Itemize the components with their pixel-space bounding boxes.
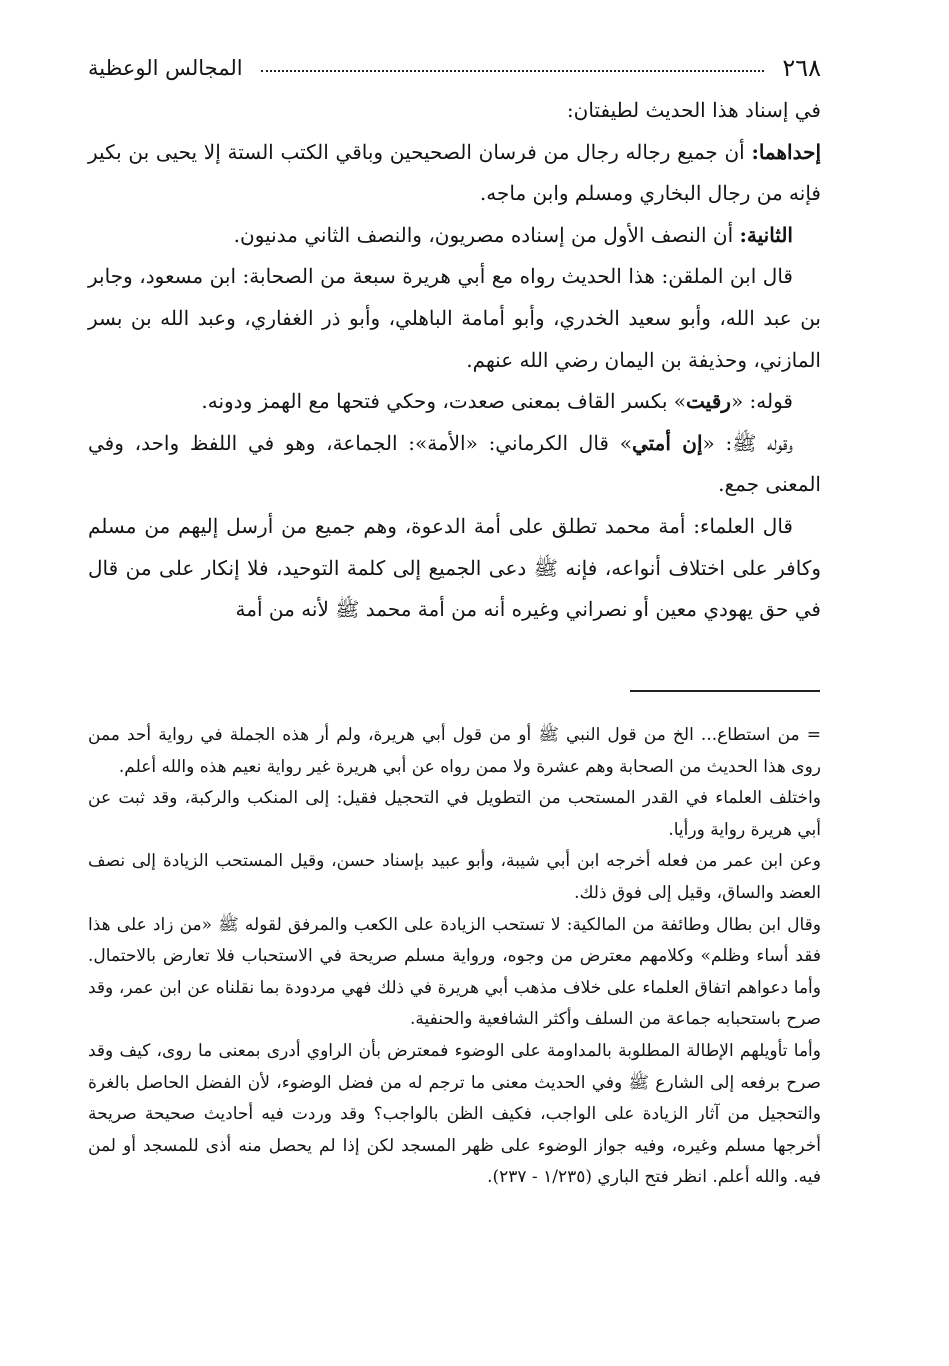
- footnote-3: وعن ابن عمر من فعله أخرجه ابن أبي شيبة، وأبو عبيد بإسناد حسن، وقيل المستحب الزيادة إلى نصف العضد والساق، وقيل إلى فوق ذلك.: [88, 851, 821, 903]
- paragraph-first-point: [88, 132, 821, 215]
- paragraph-scholars: قال العلماء: أمة محمد تطلق على أمة الدعوة، وهم جميع من أرسل إليهم من مسلم وكافر على اختلاف أنواعه، فإنه ﷺ دعى الجميع إلى كلمة التوحيد، فلا إنكار على من قال في حق يهودي معين أو نصراني وغيره أنه من أمة محمد ﷺ لأنه من أمة: [88, 513, 821, 622]
- paragraph-ummati: [88, 423, 821, 506]
- footnote-separator: [630, 690, 820, 692]
- ruqitu-a: قوله: «: [730, 389, 793, 414]
- footnote-5: وأما تأويلهم الإطالة المطلوبة بالمداومة على الوضوء فمعترض بأن الراوي أدرى بمعنى ما روى، كيف وقد صرح برفعه إلى الشارع ﷺ وفي الحديث معنى ما ترجم له من فضل الوضوء، لأن الفضل الحاصل بالغرة والتحجيل من آثار الزيادة على الواجب، فكيف الظن بالواجب؟ وقد وردت فيه أحاديث صحيحة صريحة أخرجها مسلم وغيره، وفيه جواز الوضوء على ظهر المسجد لكن إذا لم يحصل منه أذى للمسجد أو لمن فيه. والله أعلم. انظر فتح الباري (١/٢٣٥ - ٢٣٧).: [88, 1040, 821, 1188]
- text-second: أن النصف الأول من إسناده مصريون، والنصف الثاني مدنيون.: [233, 222, 740, 247]
- ruqitu-b: » بكسر القاف بمعنى صعدت، وحكي فتحها مع الهمز ودونه.: [201, 389, 687, 414]
- footnote-4: وقال ابن بطال وطائفة من المالكية: لا تستحب الزيادة على الكعب والمرفق لقوله ﷺ «من زاد على هذا فقد أساء وظلم» وكلامهم معترض من وجوه، ورواية مسلم صريحة في الاستحباب فلا تعارض بالاحتمال. وأما دعواهم اتفاق العلماء على خلاف مذهب أبي هريرة في ذلك فهي مردودة بما نقلناه عن ابن عمر، وقد صرح باستحبابه جماعة من السلف وأكثر الشافعية والحنفية.: [88, 914, 821, 1030]
- paragraph-second-point: [88, 215, 821, 257]
- ummati-a: وقوله ﷺ: «: [702, 430, 793, 455]
- page-number: ٢٦٨: [782, 54, 821, 82]
- main-text: [88, 90, 821, 631]
- ummati-b: » قال الكرماني: «الأمة»: الجماعة، وهو في اللفظ واحد، وفي المعنى جمع.: [88, 430, 821, 497]
- paragraph-intro: في إسناد هذا الحديث لطيفتان:: [566, 98, 821, 122]
- ruqitu-word: رقيت: [686, 389, 731, 414]
- footnote-1: = من استطاع... الخ من قول النبي ﷺ أو من قول أبي هريرة، ولم أر هذه الجملة في رواية أحد ممن روى هذا الحديث من الصحابة وهم عشرة ولا ممن رواه عن أبي هريرة غير رواية نعيم هذه والله أعلم.: [88, 725, 821, 777]
- footnotes: [88, 720, 821, 1194]
- footnote-2: واختلف العلماء في القدر المستحب من التطويل في التحجيل فقيل: إلى المنكب والركبة، وقد ثبت عن أبي هريرة رواية ورأيا.: [88, 788, 821, 840]
- label-first: إحداهما:: [751, 139, 821, 164]
- page-header: [88, 50, 821, 86]
- running-title: المجالس الوعظية: [88, 56, 243, 80]
- paragraph-ruqitu: [88, 381, 821, 423]
- text-first: أن جميع رجاله رجال من فرسان الصحيحين وباقي الكتب الستة إلا يحيى بن بكير فإنه من رجال البخاري ومسلم وابن ماجه.: [88, 139, 821, 206]
- ummati-word: إن أمتي: [631, 430, 703, 455]
- header-dotted-rule: [261, 70, 765, 72]
- label-second: الثانية:: [739, 222, 793, 247]
- paragraph-ibn-mulaqqin: قال ابن الملقن: هذا الحديث رواه مع أبي هريرة سبعة من الصحابة: ابن مسعود، وجابر بن عبد الله، وأبو سعيد الخدري، وأبو أمامة الباهلي، وأبو ذر الغفاري، وعبد الله بن بسر المازني، وحذيفة بن اليمان رضي الله عنهم.: [88, 264, 821, 372]
